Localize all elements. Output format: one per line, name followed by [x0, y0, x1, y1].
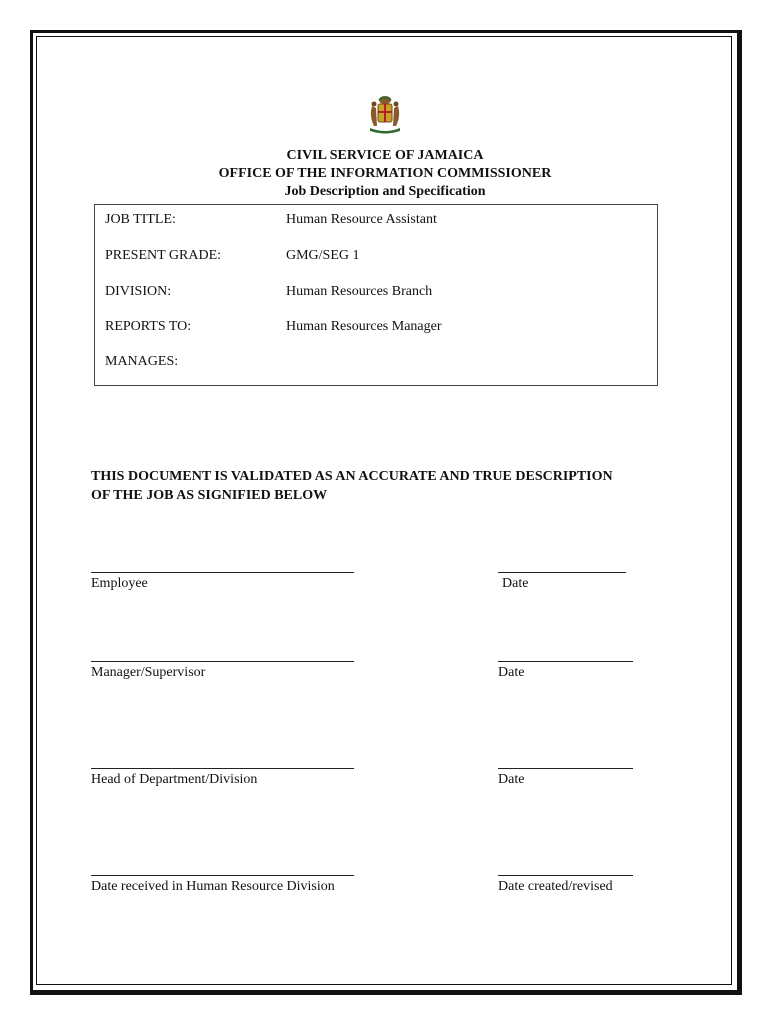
division-value: Human Resources Branch: [286, 284, 433, 299]
manager-date-label: Date: [498, 665, 525, 680]
division-label: DIVISION:: [105, 284, 172, 299]
job-title-label: JOB TITLE:: [105, 212, 176, 227]
job-title-value: Human Resource Assistant: [286, 212, 437, 227]
employee-date-line[interactable]: [498, 572, 626, 573]
document-title: Job Description and Specification: [284, 184, 486, 199]
manager-date-line[interactable]: [498, 661, 633, 662]
present-grade-value: GMG/SEG 1: [286, 248, 360, 263]
head-date-label: Date: [498, 772, 525, 787]
reports-to-value: Human Resources Manager: [286, 319, 442, 334]
job-info-box: [94, 204, 658, 386]
reports-to-label: REPORTS TO:: [105, 319, 192, 334]
manages-label: MANAGES:: [105, 354, 179, 369]
head-signature-line[interactable]: [91, 768, 354, 769]
head-date-line[interactable]: [498, 768, 633, 769]
date-created-line[interactable]: [498, 875, 633, 876]
date-created-label: Date created/revised: [498, 879, 613, 894]
hr-received-line[interactable]: [91, 875, 354, 876]
employee-signature-line[interactable]: [91, 572, 354, 573]
employee-date-label: Date: [502, 576, 529, 591]
jamaica-coat-of-arms-icon: [366, 94, 404, 136]
validation-line-2: OF THE JOB AS SIGNIFIED BELOW: [91, 488, 328, 503]
office-title: OFFICE OF THE INFORMATION COMMISSIONER: [218, 166, 552, 181]
present-grade-label: PRESENT GRADE:: [105, 248, 222, 263]
head-label: Head of Department/Division: [91, 772, 258, 787]
manager-signature-line[interactable]: [91, 661, 354, 662]
org-title: CIVIL SERVICE OF JAMAICA: [286, 148, 484, 163]
validation-statement: [91, 467, 691, 505]
employee-label: Employee: [91, 576, 148, 591]
validation-line-1: THIS DOCUMENT IS VALIDATED AS AN ACCURATE AND TRUE DESCRIPTION: [91, 469, 613, 484]
hr-received-label: Date received in Human Resource Division: [91, 879, 335, 894]
manager-label: Manager/Supervisor: [91, 665, 206, 680]
